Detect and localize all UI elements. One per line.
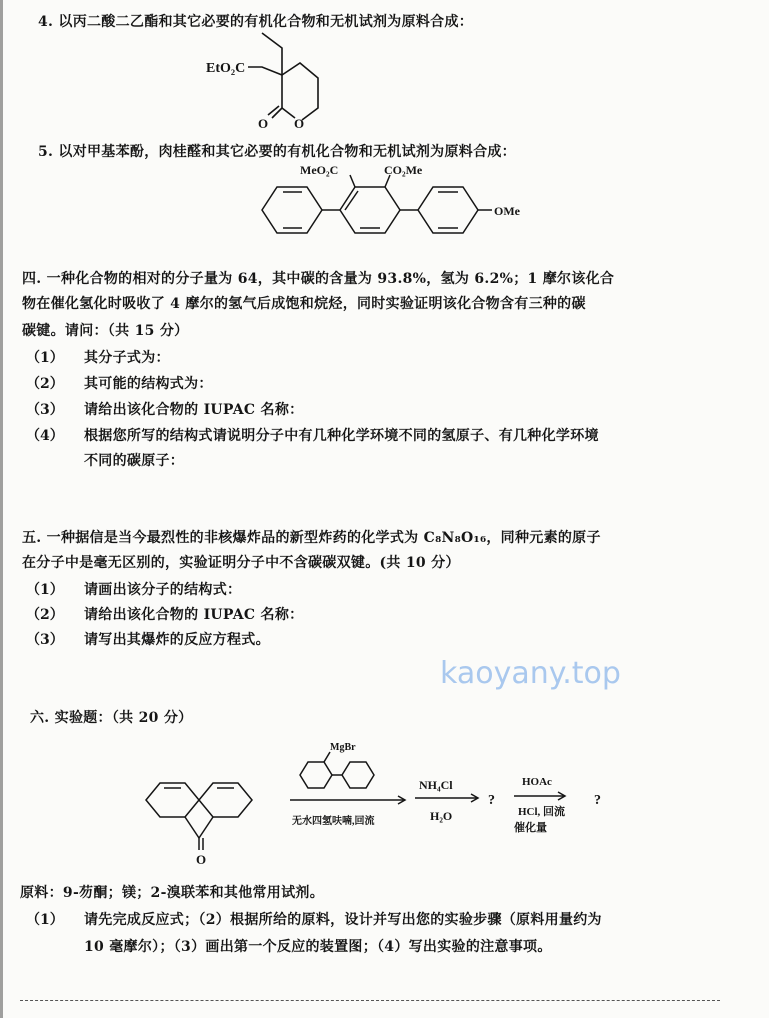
ring-o-label: O xyxy=(294,116,305,131)
unknown-product-2: ? xyxy=(594,793,601,808)
s4-item-1: 其分子式为： xyxy=(84,350,170,366)
s6-item-text-cont: 10 毫摩尔）；（3）画出第一个反应的装置图；（4）写出实验的注意事项。 xyxy=(84,939,552,955)
s4-item-2-num: （2） xyxy=(26,376,64,392)
q5-text: 5. 以对甲基苯酚，肉桂醛和其它必要的有机化合物和无机试剂为原料合成： xyxy=(38,144,516,160)
left-ester-label: MeO₂C xyxy=(300,163,339,177)
watermark: kaoyany.top xyxy=(440,656,621,691)
s4-item-4: 根据您所写的结构式请说明分子中有几种化学环境不同的氢原子、有几种化学环境 xyxy=(84,428,599,444)
s6-title: 六. 实验题：（共 20 分） xyxy=(30,710,193,726)
hoac-label: HOAc xyxy=(522,776,552,788)
s4-line-1: 四. 一种化合物的相对的分子量为 64，其中碳的含量为 93.8%，氢为 6.2%；1 摩尔该化合 xyxy=(22,271,615,287)
s5-line-2: 在分子中是毫无区别的，实验证明分子中不含碳碳双键。(共 10 分） xyxy=(22,555,460,571)
carbonyl-o-label: O xyxy=(258,116,269,131)
materials: 原料：9-芴酮；镁；2-溴联苯和其他常用试剂。 xyxy=(20,885,325,901)
mgbr-label: MgBr xyxy=(330,742,356,753)
s4-item-4-num: （4） xyxy=(26,428,64,444)
s5-item-1: 请画出该分子的结构式： xyxy=(84,582,242,598)
s5-item-2-num: （2） xyxy=(26,607,64,623)
s4-item-3: 请给出该化合物的 IUPAC 名称： xyxy=(84,402,304,418)
bottom-divider xyxy=(20,1000,720,1002)
s5-item-1-num: （1） xyxy=(26,582,64,598)
s5-item-2: 请给出该化合物的 IUPAC 名称： xyxy=(84,607,304,623)
hcl-reflux-label: HCl, 回流 xyxy=(518,806,566,818)
catalytic-label: 催化量 xyxy=(514,822,547,834)
h2o-label: H₂O xyxy=(430,809,453,823)
s4-item-3-num: （3） xyxy=(26,402,64,418)
nh4cl-label: NH₄Cl xyxy=(419,778,453,792)
condition-thf: 无水四氢呋喃,回流 xyxy=(292,816,375,827)
s4-item-1-num: （1） xyxy=(26,350,64,366)
s4-line-2: 物在催化氢化时吸收了 4 摩尔的氢气后成饱和烷烃，同时实验证明该化合物含有三种的碳 xyxy=(22,296,586,312)
fluorenone-o-label: O xyxy=(196,852,207,867)
q4-text: 4. 以丙二酸二乙酯和其它必要的有机化合物和无机试剂为原料合成： xyxy=(38,14,474,30)
s6-item-text: 请先完成反应式；（2）根据所给的原料，设计并写出您的实验步骤（原料用量约为 xyxy=(84,912,602,928)
s4-item-2: 其可能的结构式为： xyxy=(84,376,213,392)
s5-line-1: 五. 一种据信是当今最烈性的非核爆炸品的新型炸药的化学式为 C₈N₈O₁₆，同种元素的原子 xyxy=(22,530,601,546)
s6-item-num: （1） xyxy=(26,912,64,928)
unknown-product-1: ? xyxy=(488,793,495,808)
s5-item-3: 请写出其爆炸的反应方程式。 xyxy=(84,632,270,648)
right-ester-label: CO₂Me xyxy=(384,163,423,177)
ome-label: OMe xyxy=(494,204,520,218)
s4-line-3: 碳键。请问：（共 15 分） xyxy=(22,323,189,339)
s5-item-3-num: （3） xyxy=(26,632,64,648)
ester-label: EtO₂C xyxy=(206,61,246,76)
s4-item-4-cont: 不同的碳原子： xyxy=(84,453,185,469)
